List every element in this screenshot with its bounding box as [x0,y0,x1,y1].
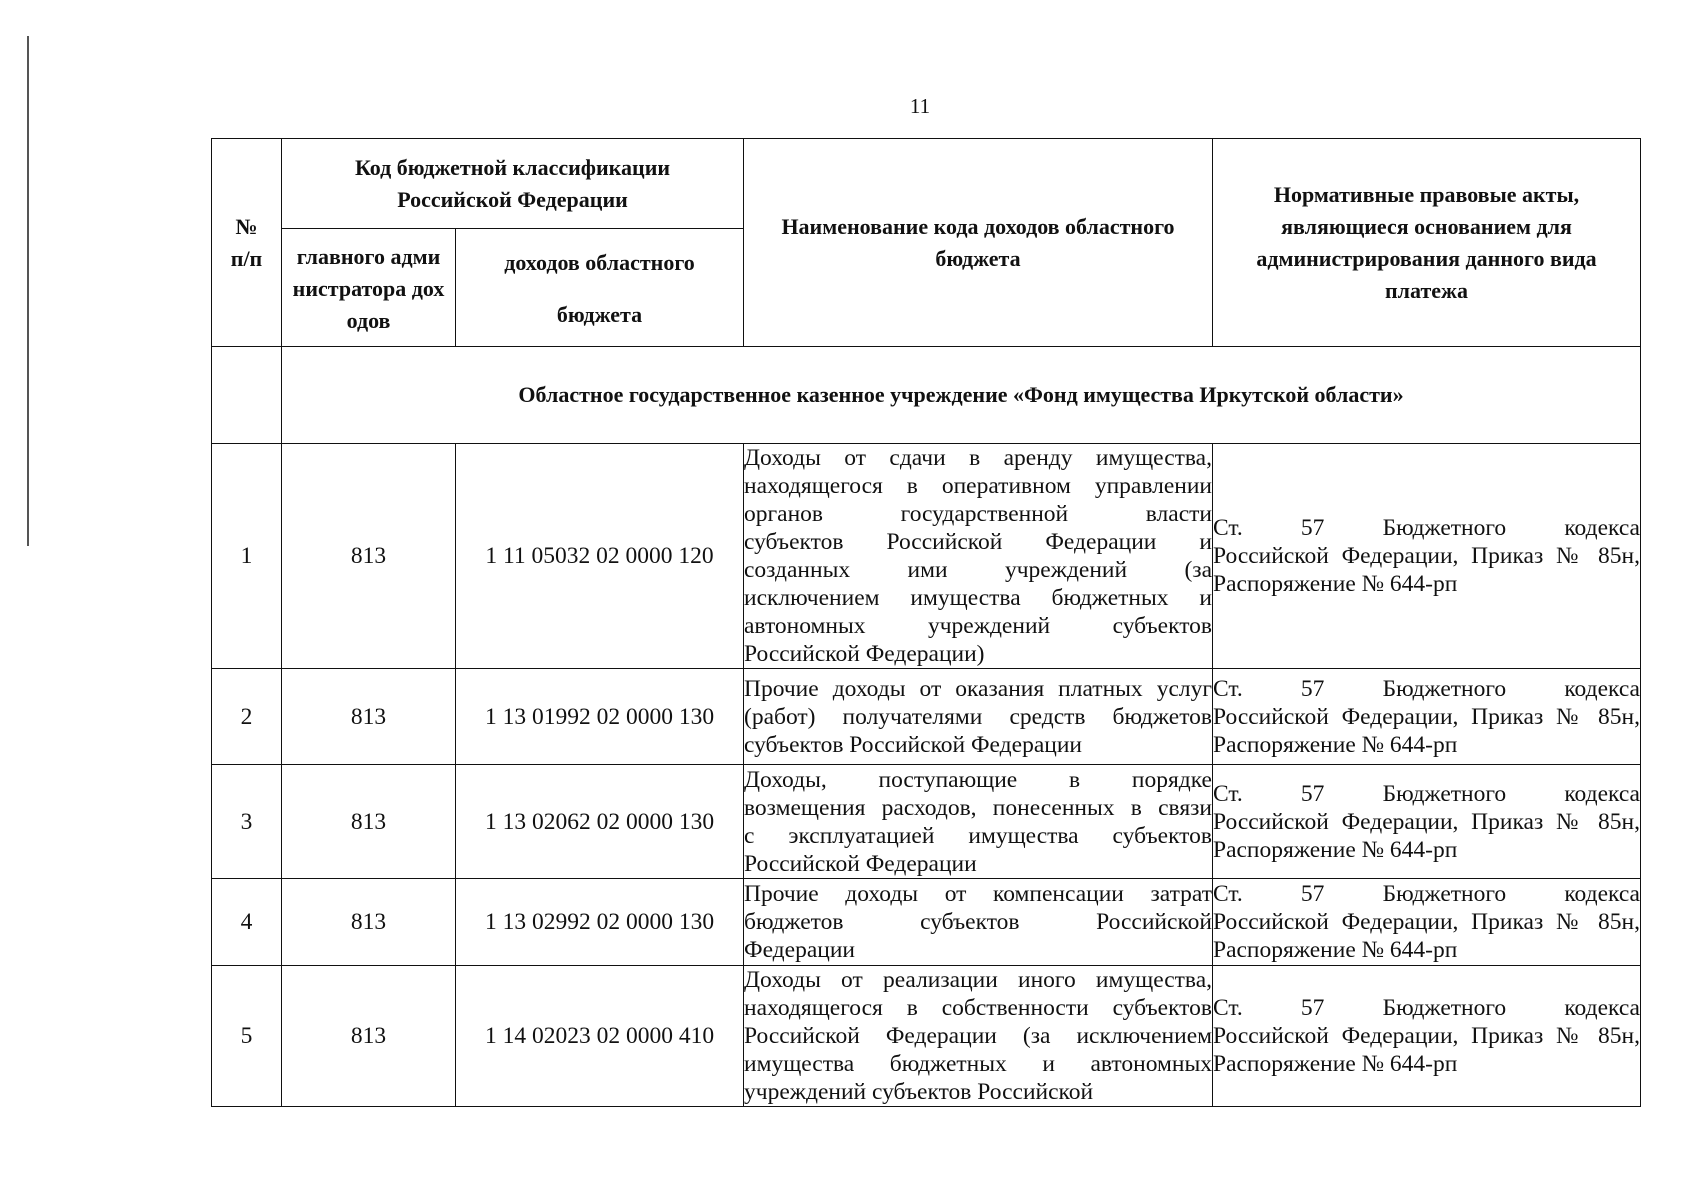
table-row [212,879,1641,966]
row-admin-code: 813 [282,444,456,669]
header-name: Наименование кода доходов областного бюджета [744,139,1213,347]
revenue-classification-table [211,138,1641,1107]
row-description [744,879,1213,966]
table-row [212,765,1641,879]
legal-acts-line: Ст. 57 Бюджетного кодекса [1213,675,1640,702]
row-admin-code: 813 [282,765,456,879]
description-line: созданных ими учреждений (за [744,557,1212,583]
header-acts: Нормативные правовые акты, являющиеся основанием для администрирования данного вида платежа [1213,139,1641,347]
header-num: № п/п [212,139,282,347]
legal-acts-line: Распоряжение № 644-рп [1213,571,1458,597]
legal-acts-line: Российской Федерации, Приказ № 85н, [1213,808,1640,835]
table-row [212,669,1641,765]
description-line: находящегося в оперативном управлении [744,473,1212,499]
description-line: возмещения расходов, понесенных в связи [744,794,1212,821]
row-number: 3 [212,765,282,879]
description-line: бюджетов субъектов Российской [744,909,1212,935]
row-income-code: 1 13 02992 02 0000 130 [456,879,744,966]
row-number: 5 [212,966,282,1107]
description-line: исключением имущества бюджетных и [744,585,1212,611]
description-line: Российской Федерации) [744,641,985,667]
description-line: учреждений субъектов Российской [744,1079,1094,1105]
section-row [212,347,1641,444]
row-description [744,669,1213,765]
row-admin-code: 813 [282,966,456,1107]
description-line: с эксплуатацией имущества субъектов [744,822,1212,849]
legal-acts-line: Ст. 57 Бюджетного кодекса [1213,995,1640,1021]
description-line: органов государственной власти [744,501,1212,527]
legal-acts-line: Ст. 57 Бюджетного кодекса [1213,515,1640,541]
row-description [744,444,1213,669]
legal-acts-line: Ст. 57 Бюджетного кодекса [1213,780,1640,807]
row-income-code: 1 13 01992 02 0000 130 [456,669,744,765]
row-income-code: 1 11 05032 02 0000 120 [456,444,744,669]
legal-acts-line: Распоряжение № 644-рп [1213,731,1458,758]
row-description [744,966,1213,1107]
header-kbk-admin: главного администратора доходов [282,229,456,347]
description-line: находящегося в собственности субъектов [744,995,1212,1021]
description-line: Прочие доходы от оказания платных услуг [744,675,1212,702]
legal-acts-line: Ст. 57 Бюджетного кодекса [1213,881,1640,907]
description-line: (работ) получателями средств бюджетов [744,703,1212,730]
legal-acts-line: Распоряжение № 644-рп [1213,1051,1458,1077]
row-legal-acts [1213,669,1641,765]
legal-acts-line: Российской Федерации, Приказ № 85н, [1213,703,1640,730]
row-legal-acts [1213,765,1641,879]
description-line: Российской Федерации [744,850,977,877]
legal-acts-line: Распоряжение № 644-рп [1213,937,1458,963]
legal-acts-line: Распоряжение № 644-рп [1213,836,1458,863]
header-kbk-income: доходов областного бюджета [456,229,744,347]
legal-acts-line: Российской Федерации, Приказ № 85н, [1213,543,1640,569]
description-line: Доходы от реализации иного имущества, [744,967,1212,993]
row-income-code: 1 14 02023 02 0000 410 [456,966,744,1107]
description-line: Доходы, поступающие в порядке [744,766,1212,793]
description-line: Российской Федерации (за исключением [744,1023,1212,1049]
legal-acts-line: Российской Федерации, Приказ № 85н, [1213,909,1640,935]
row-description [744,765,1213,879]
description-line: Доходы от сдачи в аренду имущества, [744,445,1212,471]
table-row [212,966,1641,1107]
row-legal-acts [1213,444,1641,669]
description-line: имущества бюджетных и автономных [744,1051,1212,1077]
description-line: автономных учреждений субъектов [744,613,1212,639]
section-empty-cell [212,347,282,444]
description-line: Федерации [744,937,855,963]
row-legal-acts [1213,879,1641,966]
description-line: субъектов Российской Федерации [744,731,1082,758]
row-admin-code: 813 [282,879,456,966]
legal-acts-line: Российской Федерации, Приказ № 85н, [1213,1023,1640,1049]
row-number: 4 [212,879,282,966]
table-row [212,444,1641,669]
scan-edge-mark [27,36,29,546]
row-admin-code: 813 [282,669,456,765]
row-income-code: 1 13 02062 02 0000 130 [456,765,744,879]
description-line: Прочие доходы от компенсации затрат [744,881,1212,907]
page-number: 11 [909,94,931,118]
header-kbk-group: Код бюджетной классификации Российской Федерации [282,139,744,229]
row-number: 2 [212,669,282,765]
row-legal-acts [1213,966,1641,1107]
section-title: Областное государственное казенное учреждение «Фонд имущества Иркутской области» [282,347,1641,444]
description-line: субъектов Российской Федерации и [744,529,1212,555]
row-number: 1 [212,444,282,669]
